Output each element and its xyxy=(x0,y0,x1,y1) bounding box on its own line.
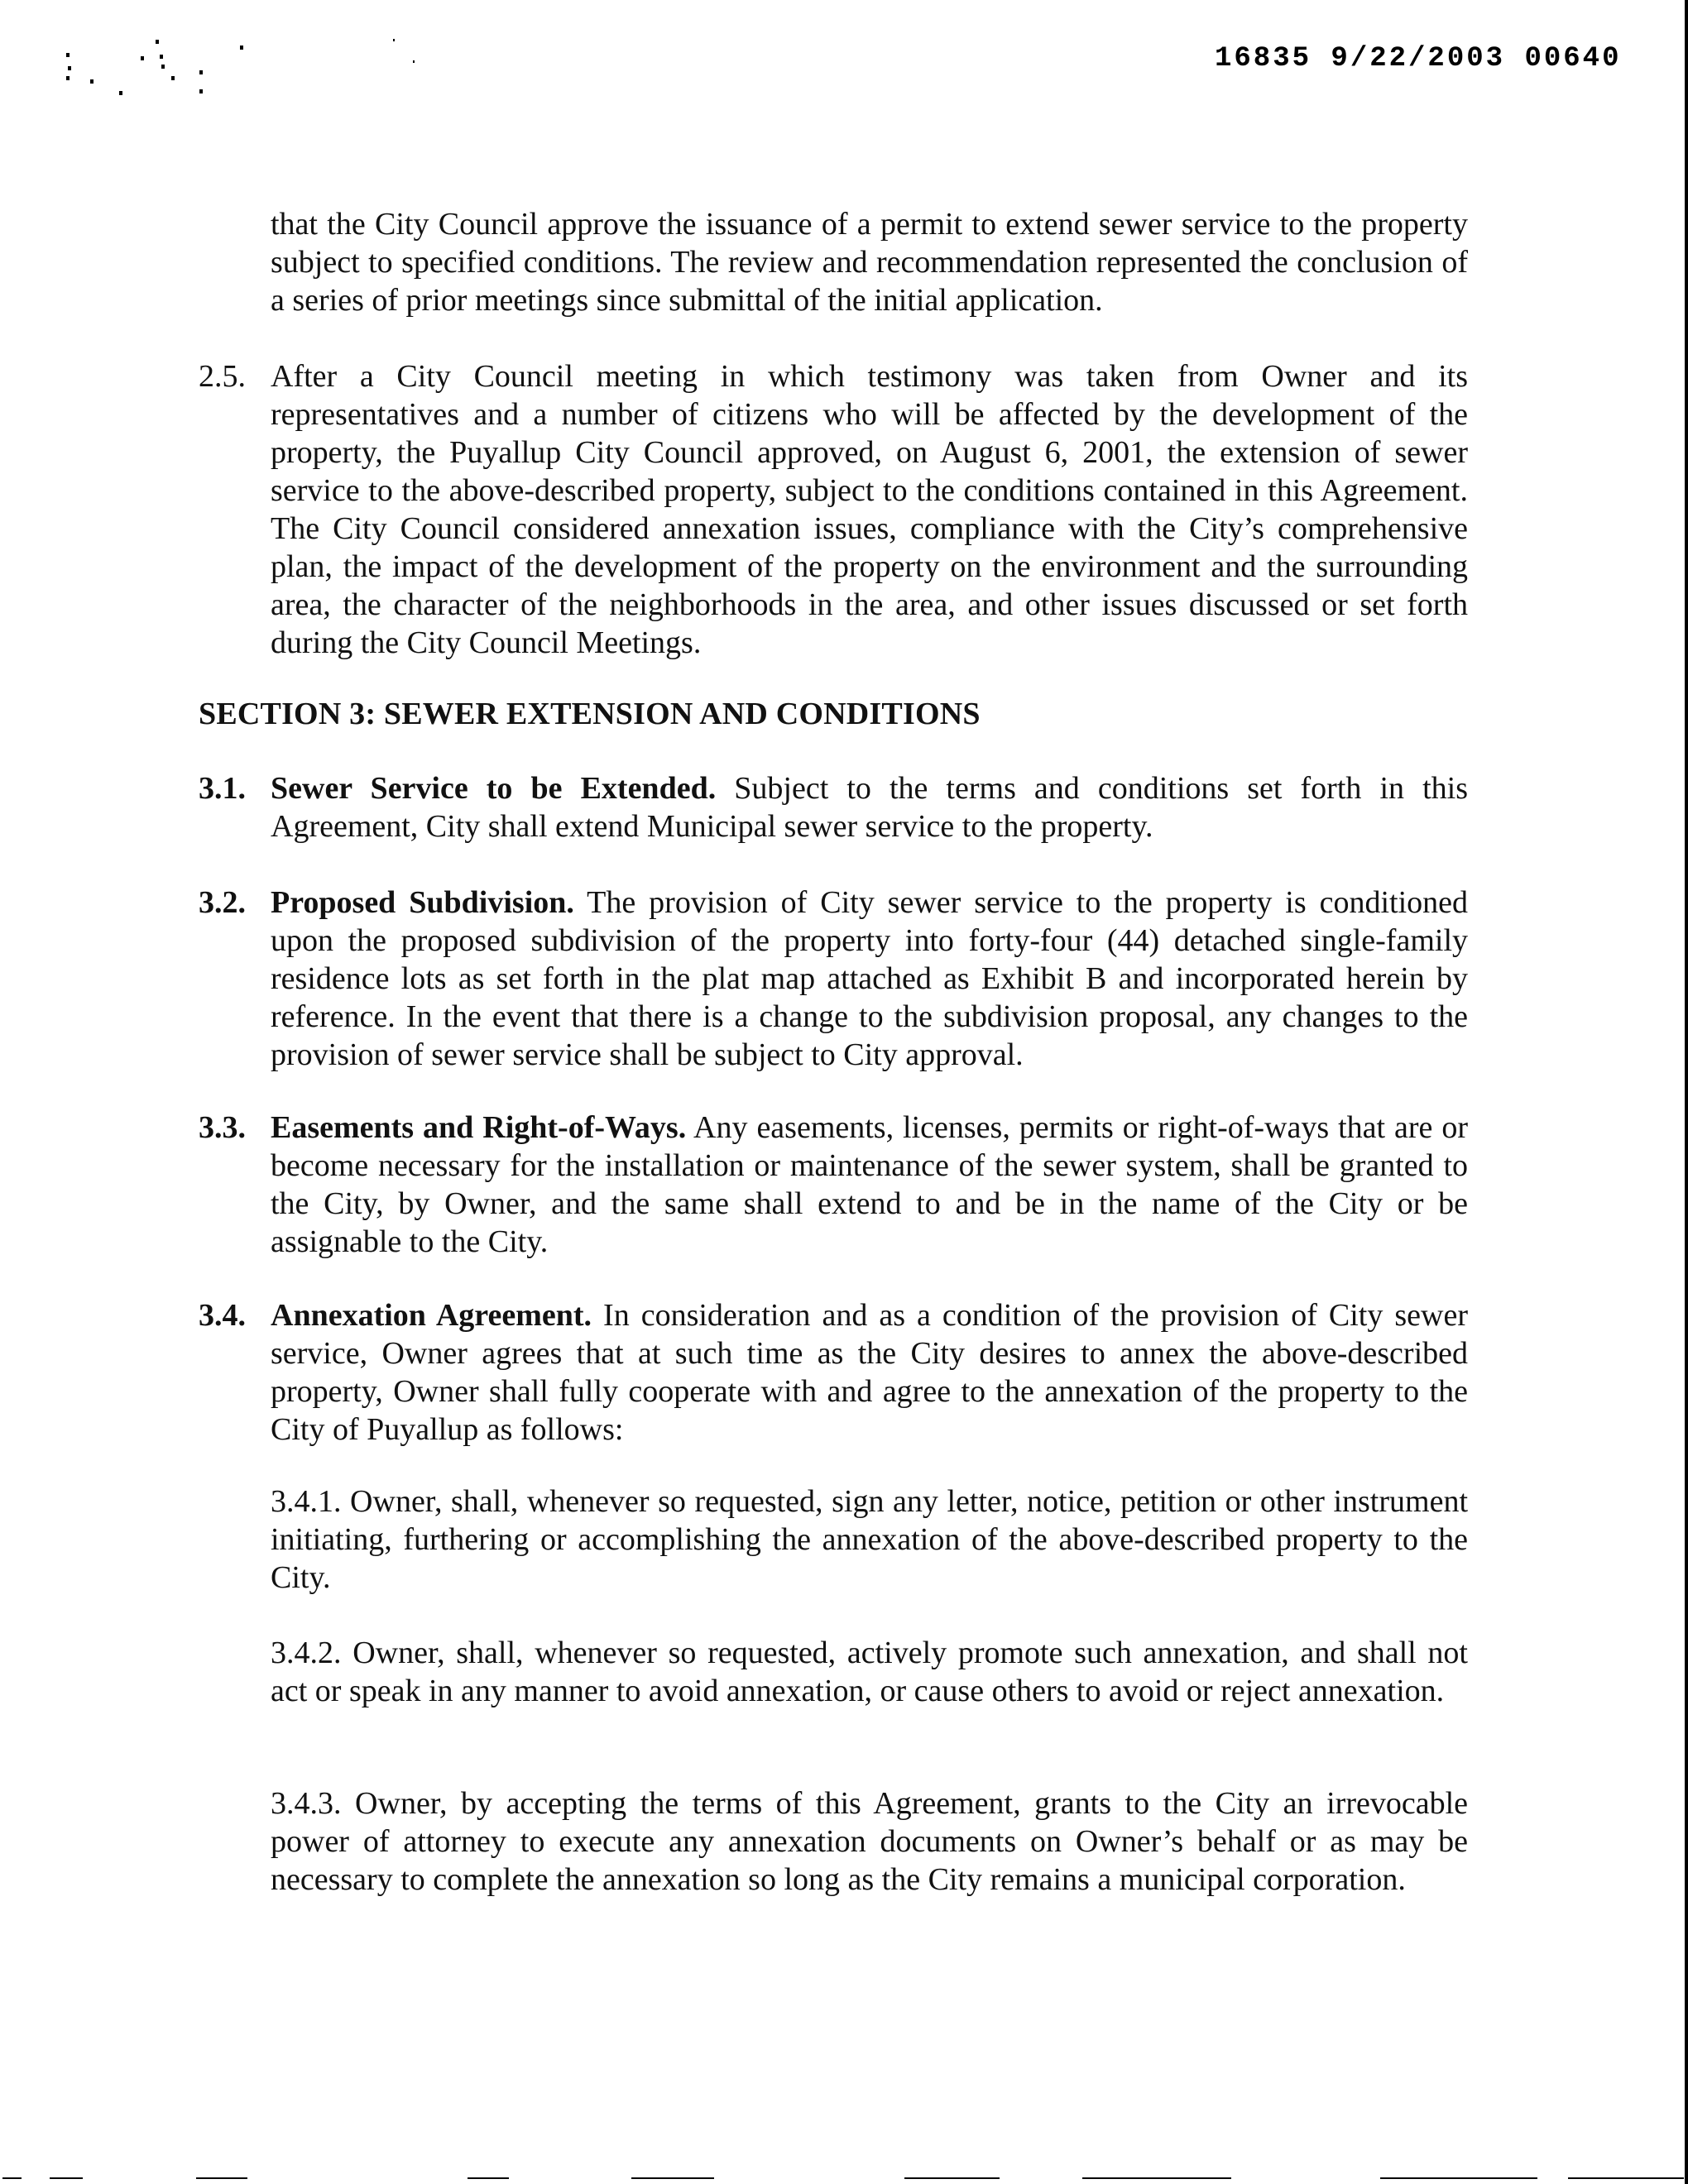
scan-artifact-line xyxy=(631,2177,714,2179)
section-text: In consideration and as a condition of the provision of City sewer service, Owner agrees that at such time as the City desires to annex the above-described property, Owner shall fully cooperate with and agree to the annexation of the property to the City of Puyallup as follows: xyxy=(271,1298,1468,1447)
subsection-3-4-3 xyxy=(271,1784,1468,1899)
section-3-1 xyxy=(199,769,1468,845)
recording-stamp: 16835 9/22/2003 00640 xyxy=(1215,43,1622,74)
section-body xyxy=(271,884,1468,1074)
speck xyxy=(413,60,415,63)
section-number: 3.1. xyxy=(199,771,246,806)
subsection-number: 3.4.3. xyxy=(271,1786,342,1821)
speck xyxy=(160,55,163,59)
section-text: The provision of City sewer service to the property is conditioned upon the proposed subdivision of the property into forty-four (44) detached single-family residence lots as set forth in the plat map attached as Exhibit B and incorporated herein by reference. In the event that there is a change to the subdivision proposal, any changes to the provision of sewer service shall be subject to City approval. xyxy=(271,885,1468,1072)
speck xyxy=(199,70,203,74)
section-text: Any easements, licenses, permits or right-of-ways that are or become necessary for the installation or maintenance of the sewer system, shall be granted to the City, by Owner, and the same shall extend to and be in the name of the City or be assignable to the City. xyxy=(271,1110,1468,1259)
section-3-heading: SECTION 3: SEWER EXTENSION AND CONDITIONS xyxy=(199,697,981,731)
subsection-text: Owner, shall, whenever so requested, actively promote such annexation, and shall not act or speak in any manner to avoid annexation, or cause others to avoid or reject annexation. xyxy=(271,1636,1468,1708)
section-3-3 xyxy=(199,1109,1468,1261)
section-lead: Annexation Agreement. xyxy=(271,1298,592,1333)
scan-artifact-line xyxy=(1082,2177,1231,2179)
section-lead: Sewer Service to be Extended. xyxy=(271,771,717,806)
scan-artifact-line xyxy=(196,2177,247,2179)
subsection-number: 3.4.1. xyxy=(271,1484,342,1519)
speck xyxy=(161,65,165,69)
section-lead: Easements and Right-of-Ways. xyxy=(271,1110,687,1145)
speck xyxy=(119,91,122,95)
subsection-text: Owner, shall, whenever so requested, sign any letter, notice, petition or other instrument initiating, furthering or accomplishing the annexation of the above-described property to the City. xyxy=(271,1484,1468,1595)
speck xyxy=(156,40,159,44)
section-text: Subject to the terms and conditions set forth in this Agreement, City shall extend Municipal sewer service to the property. xyxy=(271,771,1468,844)
scan-artifact-line xyxy=(1380,2177,1537,2179)
scan-artifact-line xyxy=(1568,2177,1684,2179)
section-3-2 xyxy=(199,884,1468,1074)
section-number: 3.4. xyxy=(199,1298,246,1333)
section-lead: Proposed Subdivision. xyxy=(271,885,574,920)
speck xyxy=(171,76,175,80)
subsection-3-4-2 xyxy=(271,1634,1468,1710)
section-body xyxy=(271,769,1468,845)
continued-paragraph: that the City Council approve the issuance of a permit to extend sewer service to the property subject to specified conditions. The review and recommendation represented the conclusion of a series of prior meetings since submittal of the initial application. xyxy=(271,207,1468,318)
scan-artifact-line xyxy=(50,2177,83,2179)
scan-artifact-line xyxy=(468,2177,509,2179)
speck xyxy=(68,66,71,70)
section-number: 3.3. xyxy=(199,1110,246,1145)
section-body: After a City Council meeting in which testimony was taken from Owner and its representatives and a number of citizens who will be affected by the development of the property, the Puyallup City Council approved, on August 6, 2001, the extension of sewer service to the above-described property, subject to the conditions contained in this Agreement. The City Council considered annexation issues, compliance with the City’s comprehensive plan, the impact of the development of the property on the environment and the surrounding area, the character of the neighborhoods in the area, and other issues discussed or set forth during the City Council Meetings. xyxy=(271,359,1468,660)
speck xyxy=(393,39,395,41)
scan-artifact-line xyxy=(904,2177,1000,2179)
speck xyxy=(199,89,203,93)
speck xyxy=(141,56,144,60)
subsection-text: Owner, by accepting the terms of this Agreement, grants to the City an irrevocable power of attorney to execute any annexation documents on Owner’s behalf or as may be necessary to complete the annexation so long as the City remains a municipal corporation. xyxy=(271,1786,1468,1897)
section-number: 3.2. xyxy=(199,885,246,920)
speck xyxy=(240,46,243,50)
section-body xyxy=(271,1109,1468,1261)
subsection-3-4-1 xyxy=(271,1482,1468,1597)
speck xyxy=(90,79,94,84)
speck xyxy=(66,76,70,80)
speck xyxy=(66,53,70,57)
scan-artifact-line xyxy=(2,2177,22,2179)
section-2-5 xyxy=(199,357,1468,662)
subsection-number: 3.4.2. xyxy=(271,1636,342,1670)
section-number: 2.5. xyxy=(199,359,246,394)
scan-edge-line xyxy=(1685,0,1688,2184)
scan-noise-specks xyxy=(41,25,455,108)
section-body xyxy=(271,1296,1468,1449)
section-3-4 xyxy=(199,1296,1468,1449)
